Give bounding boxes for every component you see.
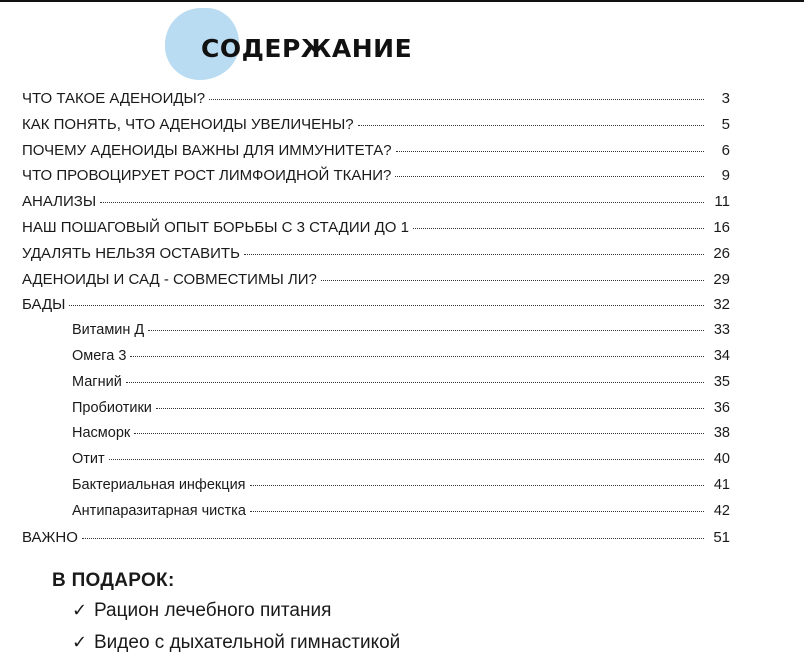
toc-entry-label: ВАЖНО — [22, 528, 78, 546]
toc-entry-page: 33 — [713, 322, 730, 339]
toc-entry-label: Омега 3 — [72, 347, 127, 364]
toc-entry-page: 16 — [713, 218, 730, 236]
toc-dot-leader — [82, 538, 704, 539]
toc-entry-page: 3 — [721, 90, 730, 107]
toc-entry-label: Пробиотики — [72, 399, 152, 416]
toc-entry-page: 6 — [721, 141, 730, 159]
toc-entry-page: 26 — [713, 244, 730, 262]
toc-entry-page: 11 — [714, 193, 730, 211]
toc-entry-label: УДАЛЯТЬ НЕЛЬЗЯ ОСТАВИТЬ — [22, 244, 240, 262]
toc-dot-leader — [250, 485, 704, 486]
top-border-line — [0, 0, 804, 2]
toc-entry-label: ЧТО ТАКОЕ АДЕНОИДЫ? — [22, 90, 206, 107]
title-area — [163, 4, 423, 84]
toc-entry-label: ПОЧЕМУ АДЕНОИДЫ ВАЖНЫ ДЛЯ ИММУНИТЕТА? — [22, 141, 392, 159]
gift-section — [52, 570, 400, 664]
toc-dot-leader — [395, 176, 704, 177]
toc-entry-label: НАШ ПОШАГОВЫЙ ОПЫТ БОРЬБЫ С 3 СТАДИИ ДО 1 — [22, 218, 409, 236]
toc-entry-page: 51 — [713, 528, 730, 546]
toc-dot-leader — [156, 408, 704, 409]
toc-entry-page: 40 — [713, 451, 730, 468]
toc-entry-page: 42 — [713, 502, 730, 519]
toc-entry — [22, 245, 730, 271]
toc-entry-page: 34 — [713, 347, 730, 364]
toc-dot-leader — [209, 99, 704, 100]
toc-entry-label: Магний — [72, 373, 122, 390]
toc-entry — [22, 529, 730, 555]
toc-dot-leader — [396, 151, 704, 152]
toc-dot-leader — [100, 202, 704, 203]
toc-entry — [22, 425, 730, 451]
toc-entry-label: ЧТО ПРОВОЦИРУЕТ РОСТ ЛИМФОИДНОЙ ТКАНИ? — [22, 167, 392, 185]
toc-entry-page: 9 — [721, 167, 730, 185]
toc-dot-leader — [109, 459, 704, 460]
toc-dot-leader — [148, 330, 704, 331]
toc-entry — [22, 271, 730, 297]
gift-item-label: Видео с дыхательной гимнастикой — [94, 632, 401, 653]
toc-entry — [22, 451, 730, 477]
toc-entry — [22, 477, 730, 503]
toc-entry — [22, 296, 730, 322]
toc-entry-page: 32 — [713, 296, 730, 314]
toc-entry-page: 38 — [713, 425, 730, 442]
toc-entry-label: АДЕНОИДЫ И САД - СОВМЕСТИМЫ ЛИ? — [22, 270, 317, 288]
gift-item — [52, 632, 400, 664]
toc-entry — [22, 193, 730, 219]
toc-dot-leader — [250, 511, 704, 512]
toc-entry-page: 41 — [713, 476, 730, 493]
checkmark-icon: ✓ — [72, 600, 88, 620]
page-title: СОДЕРЖАНИЕ — [201, 34, 413, 63]
toc-entry — [22, 400, 730, 426]
toc-entry — [22, 348, 730, 374]
toc-entry-label: Витамин Д — [72, 322, 145, 339]
toc-dot-leader — [244, 254, 704, 255]
toc-entry-page: 35 — [713, 373, 730, 390]
toc-entry — [22, 503, 730, 529]
gift-item-label: Рацион лечебного питания — [94, 600, 332, 621]
checkmark-icon: ✓ — [72, 632, 88, 652]
toc-entry-page: 29 — [713, 270, 730, 288]
toc-entry-label: Насморк — [72, 425, 131, 442]
toc-entry — [22, 322, 730, 348]
toc-dot-leader — [126, 382, 704, 383]
toc-entry-label: АНАЛИЗЫ — [22, 193, 97, 211]
toc-entry — [22, 374, 730, 400]
toc-entry-label: Отит — [72, 451, 105, 468]
toc-entry — [22, 90, 730, 116]
toc-dot-leader — [413, 228, 704, 229]
toc-entry-label: Антипаразитарная чистка — [72, 502, 246, 519]
toc-entry — [22, 142, 730, 168]
toc-entry — [22, 219, 730, 245]
gift-item — [52, 600, 400, 632]
toc-entry-label: КАК ПОНЯТЬ, ЧТО АДЕНОИДЫ УВЕЛИЧЕНЫ? — [22, 115, 354, 133]
toc-entry-page: 36 — [713, 399, 730, 416]
toc-dot-leader — [134, 433, 704, 434]
toc-dot-leader — [358, 125, 704, 126]
toc-entry-label: БАДЫ — [22, 296, 66, 314]
toc-dot-leader — [69, 305, 704, 306]
toc-dot-leader — [130, 356, 704, 357]
toc-dot-leader — [321, 280, 704, 281]
toc-entry-label: Бактериальная инфекция — [72, 476, 246, 493]
toc-entry-page: 5 — [721, 115, 730, 133]
toc-entry — [22, 167, 730, 193]
table-of-contents — [22, 90, 730, 554]
gift-title: В ПОДАРОК: — [52, 570, 175, 591]
toc-entry — [22, 116, 730, 142]
